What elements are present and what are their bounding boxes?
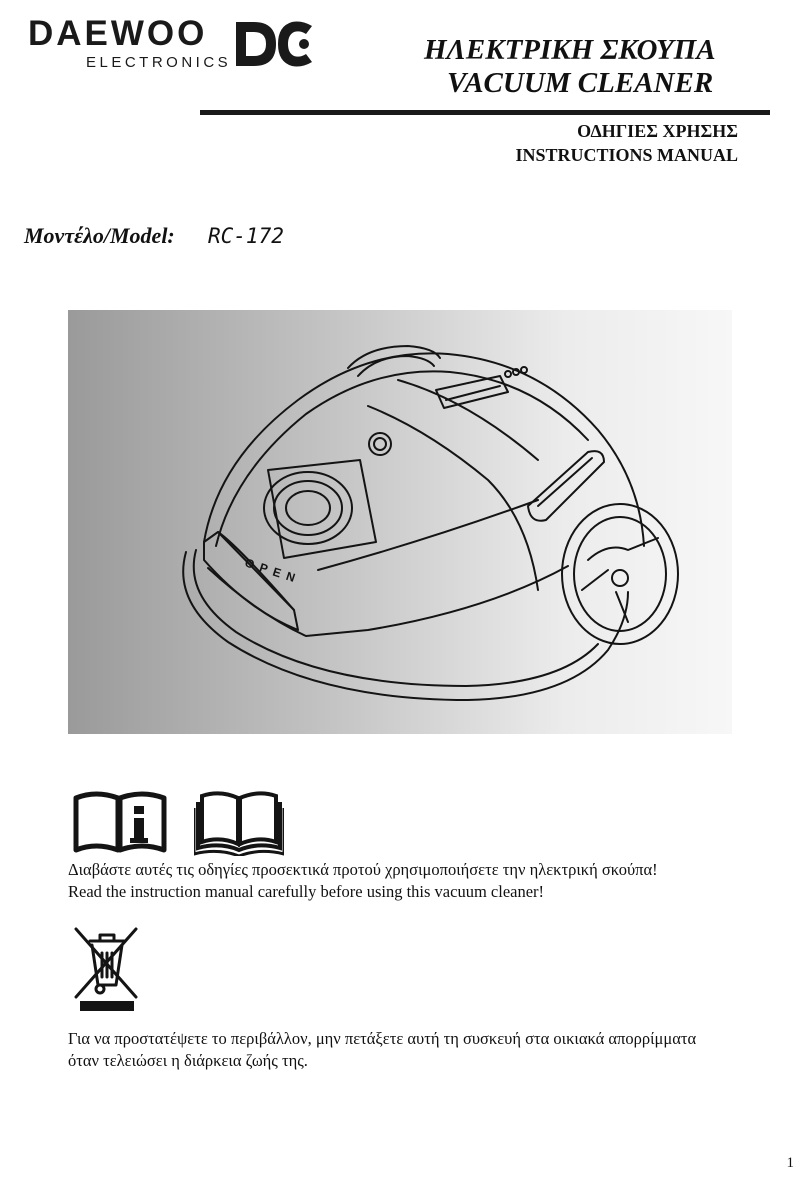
vacuum-cleaner-illustration <box>68 310 732 734</box>
model-label: Μοντέλο/Model: <box>24 223 175 248</box>
manual-title-greek: ΟΔΗΓΙΕΣ ΧΡΗΣΗΣ <box>577 121 738 141</box>
title-greek: ΗΛΕΚΤΡΙΚΗ ΣΚΟΥΠΑ <box>424 34 716 66</box>
crossed-bin-icon <box>74 925 140 1013</box>
product-photo <box>68 310 732 734</box>
open-book-icon <box>194 786 284 856</box>
brand-subtitle: ELECTRONICS <box>86 54 232 71</box>
brand-name: DAEWOO <box>28 14 208 53</box>
read-notice-greek: Διαβάστε αυτές τις οδηγίες προσεκτικά προτού χρησιμοποιήσετε την ηλεκτρική σκούπα! <box>68 860 658 879</box>
svg-text:OPEN: OPEN <box>243 555 303 587</box>
daewoo-logo-icon <box>232 18 316 70</box>
header-rule <box>200 110 770 115</box>
environment-notice-line-1: Για να προστατέψετε το περιβάλλον, μην πετάξετε αυτή τη συσκευή στα οικιακά απορρίμματα <box>68 1029 697 1048</box>
info-manual-icon <box>72 790 168 854</box>
manual-title-english: INSTRUCTIONS MANUAL <box>515 145 738 165</box>
read-notice-english: Read the instruction manual carefully before using this vacuum cleaner! <box>68 882 545 901</box>
page-number: 1 <box>786 1155 794 1171</box>
open-label <box>243 556 303 587</box>
title-english: VACUUM CLEANER <box>447 67 714 99</box>
environment-notice-line-2: όταν τελειώσει η διάρκεια ζωής της. <box>68 1051 308 1070</box>
model-value: RC-172 <box>208 224 284 248</box>
